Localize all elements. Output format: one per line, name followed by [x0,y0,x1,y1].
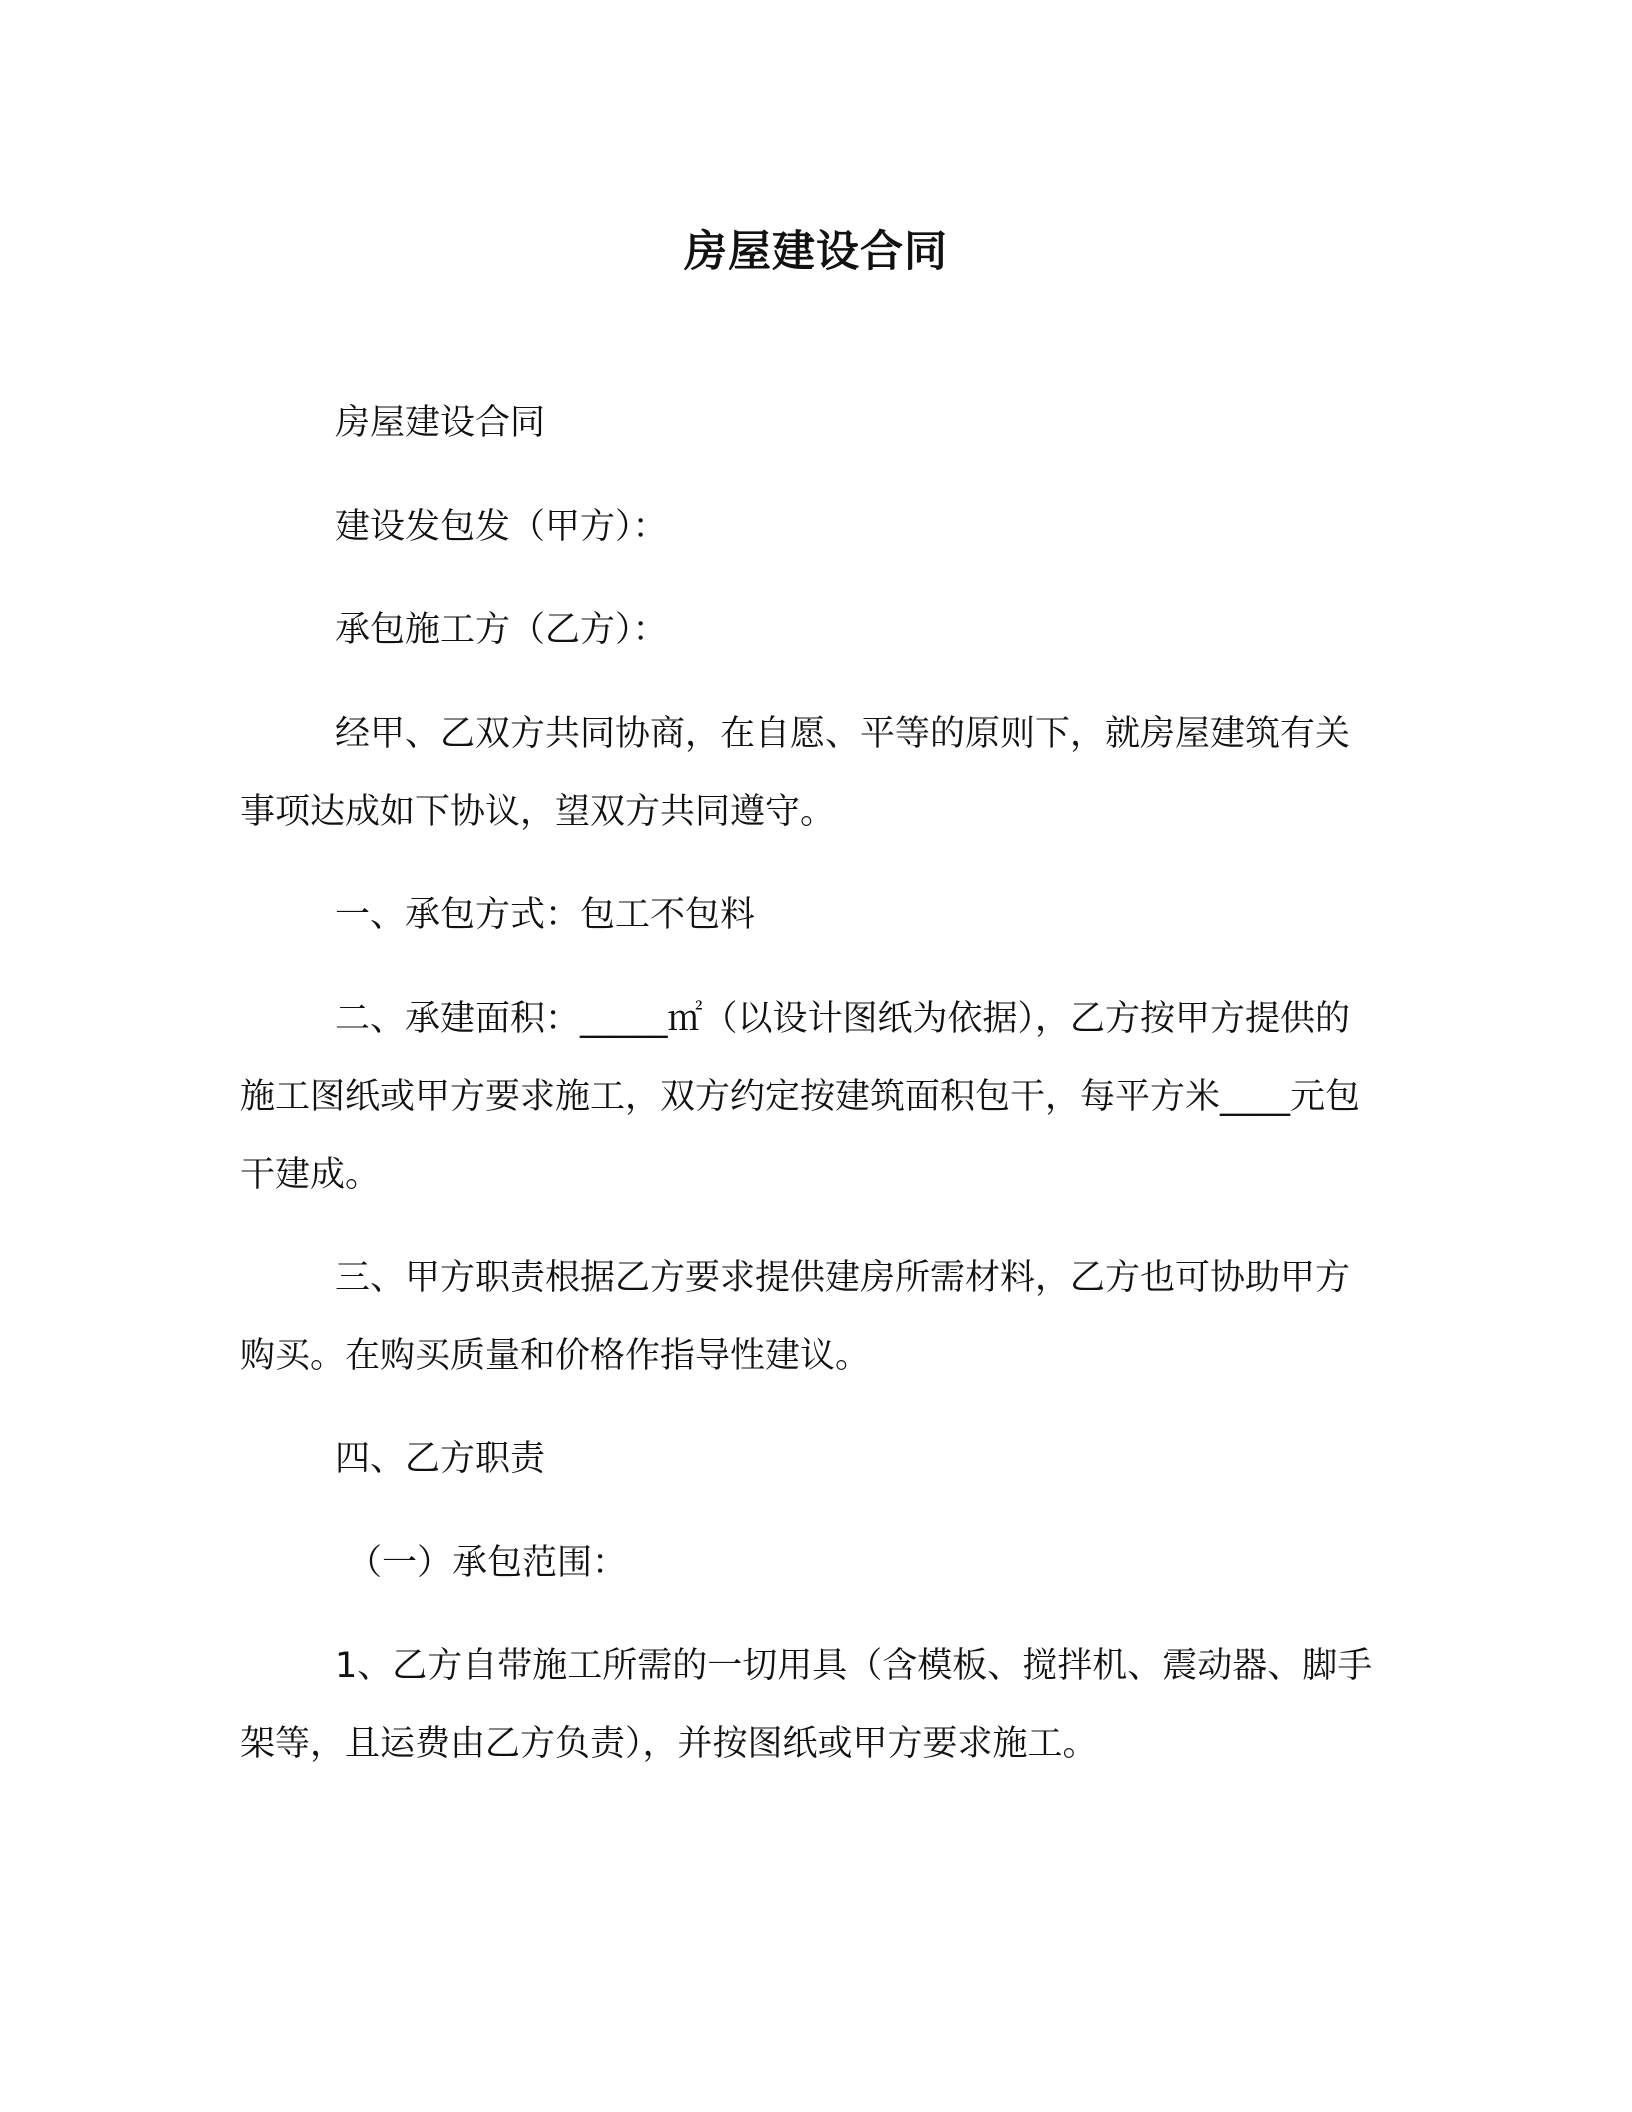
paragraph-party-a: 建设发包发（甲方）： [335,507,668,547]
paragraph-preamble: 经甲、乙双方共同协商，在自愿、平等的原则下，就房屋建筑有关事项达成如下协议，望双方共同遵守。 [240,714,1351,832]
paragraph-clause-1: 一、承包方式：包工不包料 [335,895,756,935]
document-title: 房屋建设合同 [684,227,948,277]
paragraph-clause-3: 三、甲方职责根据乙方要求提供建房所需材料，乙方也可协助甲方购买。在购买质量和价格作指导性建议。 [240,1258,1351,1376]
paragraph-item-1: 1、乙方自带施工所需的一切用具（含模板、搅拌机、震动器、脚手架等，且运费由乙方负责），并按图纸或甲方要求施工。 [240,1646,1373,1764]
paragraph-heading: 房屋建设合同 [335,403,546,443]
paragraph-clause-4: 四、乙方职责 [335,1439,546,1479]
paragraph-clause-2: 二、承建面积：_____㎡（以设计图纸为依据），乙方按甲方提供的施工图纸或甲方要求施工，双方约定按建筑面积包干，每平方米____元包干建成。 [240,999,1361,1195]
paragraph-party-b: 承包施工方（乙方）： [335,610,668,650]
paragraph-subclause-1: （一）承包范围： [347,1543,628,1583]
